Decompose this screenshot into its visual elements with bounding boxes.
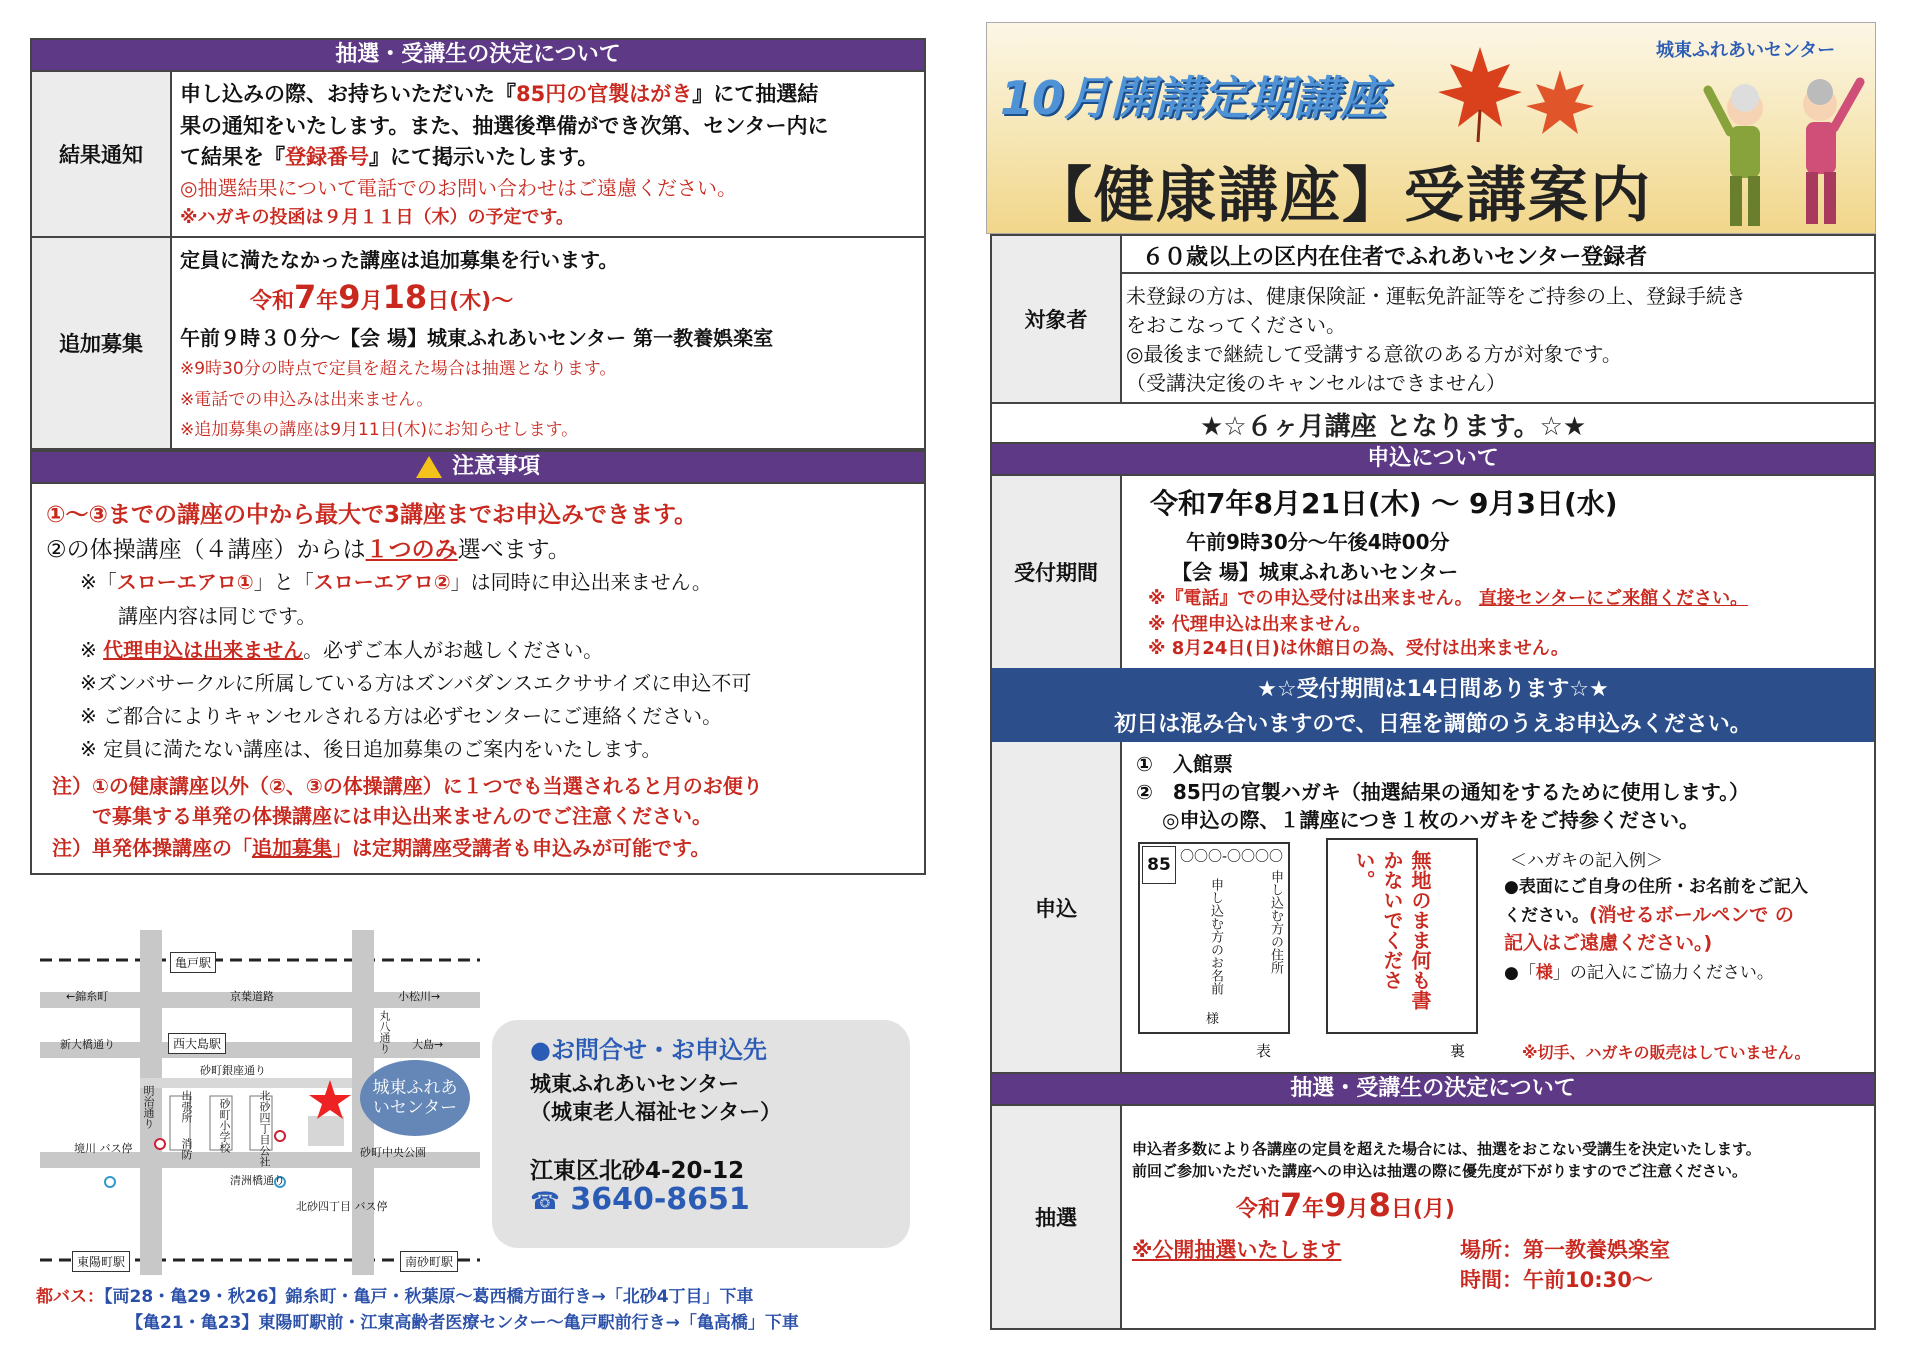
lottery-header-right: 抽選・受講生の決定について — [990, 1072, 1876, 1106]
postcard-back-text: 無地のまま何も書かないでください。 — [1352, 850, 1432, 1010]
six-month-notice: ★☆６ヶ月講座 となります。☆★ — [1200, 412, 1587, 442]
apply-item-1: ① 入館票 — [1136, 752, 1233, 776]
postcard-back-label: 裏 — [1450, 1042, 1466, 1060]
bus-line-2: 【亀21・亀23】東陽町駅前・江東高齢者医療センター～亀戸駅前行き→「亀高橋」下車 — [126, 1313, 799, 1333]
place-park: 砂町中央公園 — [360, 1146, 426, 1159]
contact-title: ●お問合せ・お申込先 — [530, 1036, 767, 1064]
contact-phone: ☎ 3640-8651 — [530, 1182, 750, 1217]
contact-sub: （城東老人福祉センター） — [530, 1100, 782, 1124]
caution-line-8: ※ 定員に満たない講座は、後日追加募集のご案内をいたします。 — [80, 737, 662, 761]
road-sunamachi-ginza: 砂町銀座通り — [200, 1064, 266, 1077]
public-lottery: ※公開抽選いたします — [1132, 1238, 1342, 1262]
caution-note-1a: 注）①の健康講座以外（②、③の体操講座）に１つでも当選されると月のお便り — [52, 774, 763, 798]
phone-icon: ☎ — [530, 1187, 560, 1215]
caution-note-1b: で募集する単発の体操講座には申込出来ませんのでご注意ください。 — [92, 804, 712, 828]
banner-small-title: 10月開講定期講座 — [1000, 71, 1387, 125]
example-line-3: 記入はご遠慮ください。) — [1504, 932, 1713, 954]
target-line-1: 未登録の方は、健康保険証・運転免許証等をご持参の上、登録手続き — [1126, 284, 1746, 308]
place-fire-station: 消防 — [180, 1138, 193, 1160]
target-main: ６０歳以上の区内在住者でふれあいセンター登録者 — [1142, 245, 1648, 270]
caution-line-6: ※ズンバサークルに所属している方はズンバダンスエクササイズに申込不可 — [80, 671, 752, 695]
result-note-2: ※ハガキの投函は９月１１日（木）の予定です。 — [180, 207, 575, 228]
contact-name: 城東ふれあいセンター — [530, 1072, 740, 1096]
period-label: 受付期間 — [992, 476, 1122, 668]
additional-note-3: ※追加募集の講座は9月11日(木)にお知らせします。 — [180, 420, 579, 440]
place-sakaigawa-bus: 境川 バス停 — [74, 1142, 133, 1155]
place-school: 砂町小学校 — [218, 1098, 231, 1153]
lottery-label: 抽選 — [992, 1106, 1122, 1328]
additional-line-1: 定員に満たなかった講座は追加募集を行います。 — [180, 248, 619, 272]
example-line-4: ●「様」の記入にご協力ください。 — [1504, 963, 1774, 983]
postcard-address: 申し込む方の住所 — [1268, 870, 1283, 974]
station-minamisunamachi: 南砂町駅 — [400, 1251, 458, 1272]
caution-header: 注意事項 — [30, 450, 926, 484]
caution-line-3: ※「スローエアロ①」と「スローエアロ②」は同時に申込出来ません。 — [80, 570, 712, 594]
road-kiyosubashi: 清洲橋通り — [230, 1174, 285, 1187]
place-ojima: 大島→ — [412, 1038, 444, 1051]
maple-leaf-icon — [1430, 42, 1610, 152]
additional-note-1: ※9時30分の時点で定員を超えた場合は抽選となります。 — [180, 359, 617, 379]
contact-address: 江東区北砂4-20-12 — [530, 1158, 745, 1184]
org-name: 城東ふれあいセンター — [1656, 40, 1836, 61]
seniors-exercising-illustration — [1700, 60, 1870, 230]
result-line-2: 果の通知をいたします。また、抽選後準備ができ次第、センター内に — [180, 114, 829, 138]
place-kitasuna-bus: 北砂四丁目 バス停 — [296, 1200, 388, 1213]
place-public-housing: 北砂四丁目公社 — [258, 1090, 271, 1167]
result-line-1: 申し込みの際、お持ちいただいた『85円の官製はがき』にて抽選結 — [180, 82, 819, 106]
banner-big-title: 【健康講座】受講案内 — [1032, 161, 1652, 231]
station-toyocho: 東陽町駅 — [72, 1251, 130, 1272]
target-line-3: ◎最後まで継続して受講する意欲のある方が対象です。 — [1126, 342, 1622, 366]
target-label: 対象者 — [992, 236, 1122, 402]
additional-venue: 午前９時３０分～【会 場】城東ふれあいセンター 第一教養娯楽室 — [180, 326, 774, 350]
period-time: 午前9時30分～午後4時00分 — [1186, 530, 1450, 554]
caution-line-7: ※ ご都合によりキャンセルされる方は必ずセンターにご連絡ください。 — [80, 704, 723, 728]
postcard-zip: 〇〇〇-〇〇〇〇 — [1180, 849, 1284, 865]
period-note-3: ※ 8月24日(日)は休館日の為、受付は出来ません。 — [1148, 638, 1569, 659]
postcard-stamp: 85 — [1142, 846, 1176, 884]
example-title: ＜ハガキの記入例＞ — [1510, 851, 1663, 871]
postcard-name: 申し込む方のお名前 — [1208, 878, 1223, 995]
period-note-1: ※『電話』での申込受付は出来ません。 直接センターにご来館ください。 — [1148, 588, 1749, 609]
additional-date: 令和7年9月18日(木)～ — [250, 278, 514, 316]
period-note-2: ※ 代理申込は出来ません。 — [1148, 614, 1371, 635]
lottery-place: 場所：第一教養娯楽室 — [1460, 1238, 1670, 1262]
center-callout: 城東ふれあいセンター — [360, 1060, 470, 1136]
caution-line-5: ※ 代理申込は出来ません。必ずご本人がお越しください。 — [80, 638, 604, 662]
bus-line-1: 都バス：【両28・亀29・秋26】錦糸町・亀戸・秋葉原～葛西橋方面行き→「北砂4丁目」下車 — [36, 1287, 754, 1307]
additional-note-2: ※電話での申込みは出来ません。 — [180, 390, 434, 410]
example-line-1: ●表面にご自身の住所・お名前をご記入 — [1504, 877, 1808, 897]
road-keiyo: 京葉道路 — [230, 990, 274, 1003]
example-line-2: ください。(消せるボールペンで の — [1504, 904, 1794, 926]
place-kinshicho: ←錦糸町 — [66, 990, 109, 1003]
warning-icon — [416, 456, 442, 478]
lottery-line-1: 申込者多数により各講座の定員を超えた場合には、抽選をおこない受講生を決定いたします。 — [1132, 1140, 1761, 1158]
postcard-sama: 様 — [1206, 1012, 1220, 1027]
lottery-header-left: 抽選・受講生の決定について — [30, 38, 926, 72]
apply-item-3: ◎申込の際、１講座につき１枚のハガキをご持参ください。 — [1162, 808, 1700, 832]
apply-header: 申込について — [990, 442, 1876, 476]
caution-line-1: ①～③までの講座の中から最大で3講座までお申込みできます。 — [46, 502, 698, 528]
road-meiji: 明治通り — [142, 1085, 155, 1129]
apply-item-2: ② 85円の官製ハガキ（抽選結果の通知をするために使用します。） — [1136, 780, 1750, 804]
station-nishiojima: 西大島駅 — [168, 1033, 226, 1054]
place-branch-office: 出張所 — [180, 1090, 193, 1123]
station-kameido: 亀戸駅 — [170, 952, 216, 973]
no-sale-note: ※切手、ハガキの販売はしていません。 — [1522, 1043, 1811, 1062]
period-reminder: ★☆受付期間は14日間あります☆★ 初日は混み合いますので、日程を調節のうえお申込みください。 — [992, 668, 1874, 742]
apply-label: 申込 — [992, 742, 1122, 1074]
result-line-3: て結果を『登録番号』にて掲示いたします。 — [180, 145, 599, 169]
place-komatsugawa: 小松川→ — [398, 990, 441, 1003]
target-line-4: （受講決定後のキャンセルはできません） — [1126, 371, 1506, 395]
result-note-1: ◎抽選結果について電話でのお問い合わせはご遠慮ください。 — [180, 176, 738, 200]
caution-line-2: ②の体操講座（４講座）からは１つのみ選べます。 — [46, 537, 571, 563]
caution-note-2: 注）単発体操講座の「追加募集」は定期講座受講者も申込みが可能です。 — [52, 836, 711, 860]
lottery-time: 時間：午前10:30～ — [1460, 1268, 1653, 1292]
additional-label: 追加募集 — [32, 238, 172, 448]
period-venue: 【会 場】城東ふれあいセンター — [1172, 560, 1459, 584]
lottery-line-2: 前回ご参加いただいた講座への申込は抽選の際に優先度が下がりますのでご注意ください。 — [1132, 1162, 1748, 1180]
lottery-date: 令和7年9月8日(月) — [1236, 1186, 1455, 1224]
caution-line-4: 講座内容は同じです。 — [118, 604, 317, 628]
road-maruhachi: 丸八通り — [378, 1010, 391, 1054]
target-line-2: をおこなってください。 — [1126, 313, 1346, 337]
road-shinohashi: 新大橋通り — [60, 1038, 115, 1051]
result-label: 結果通知 — [32, 72, 172, 236]
postcard-front-label: 表 — [1256, 1042, 1272, 1060]
period-date: 令和7年8月21日(木) ～ 9月3日(水) — [1150, 487, 1618, 520]
